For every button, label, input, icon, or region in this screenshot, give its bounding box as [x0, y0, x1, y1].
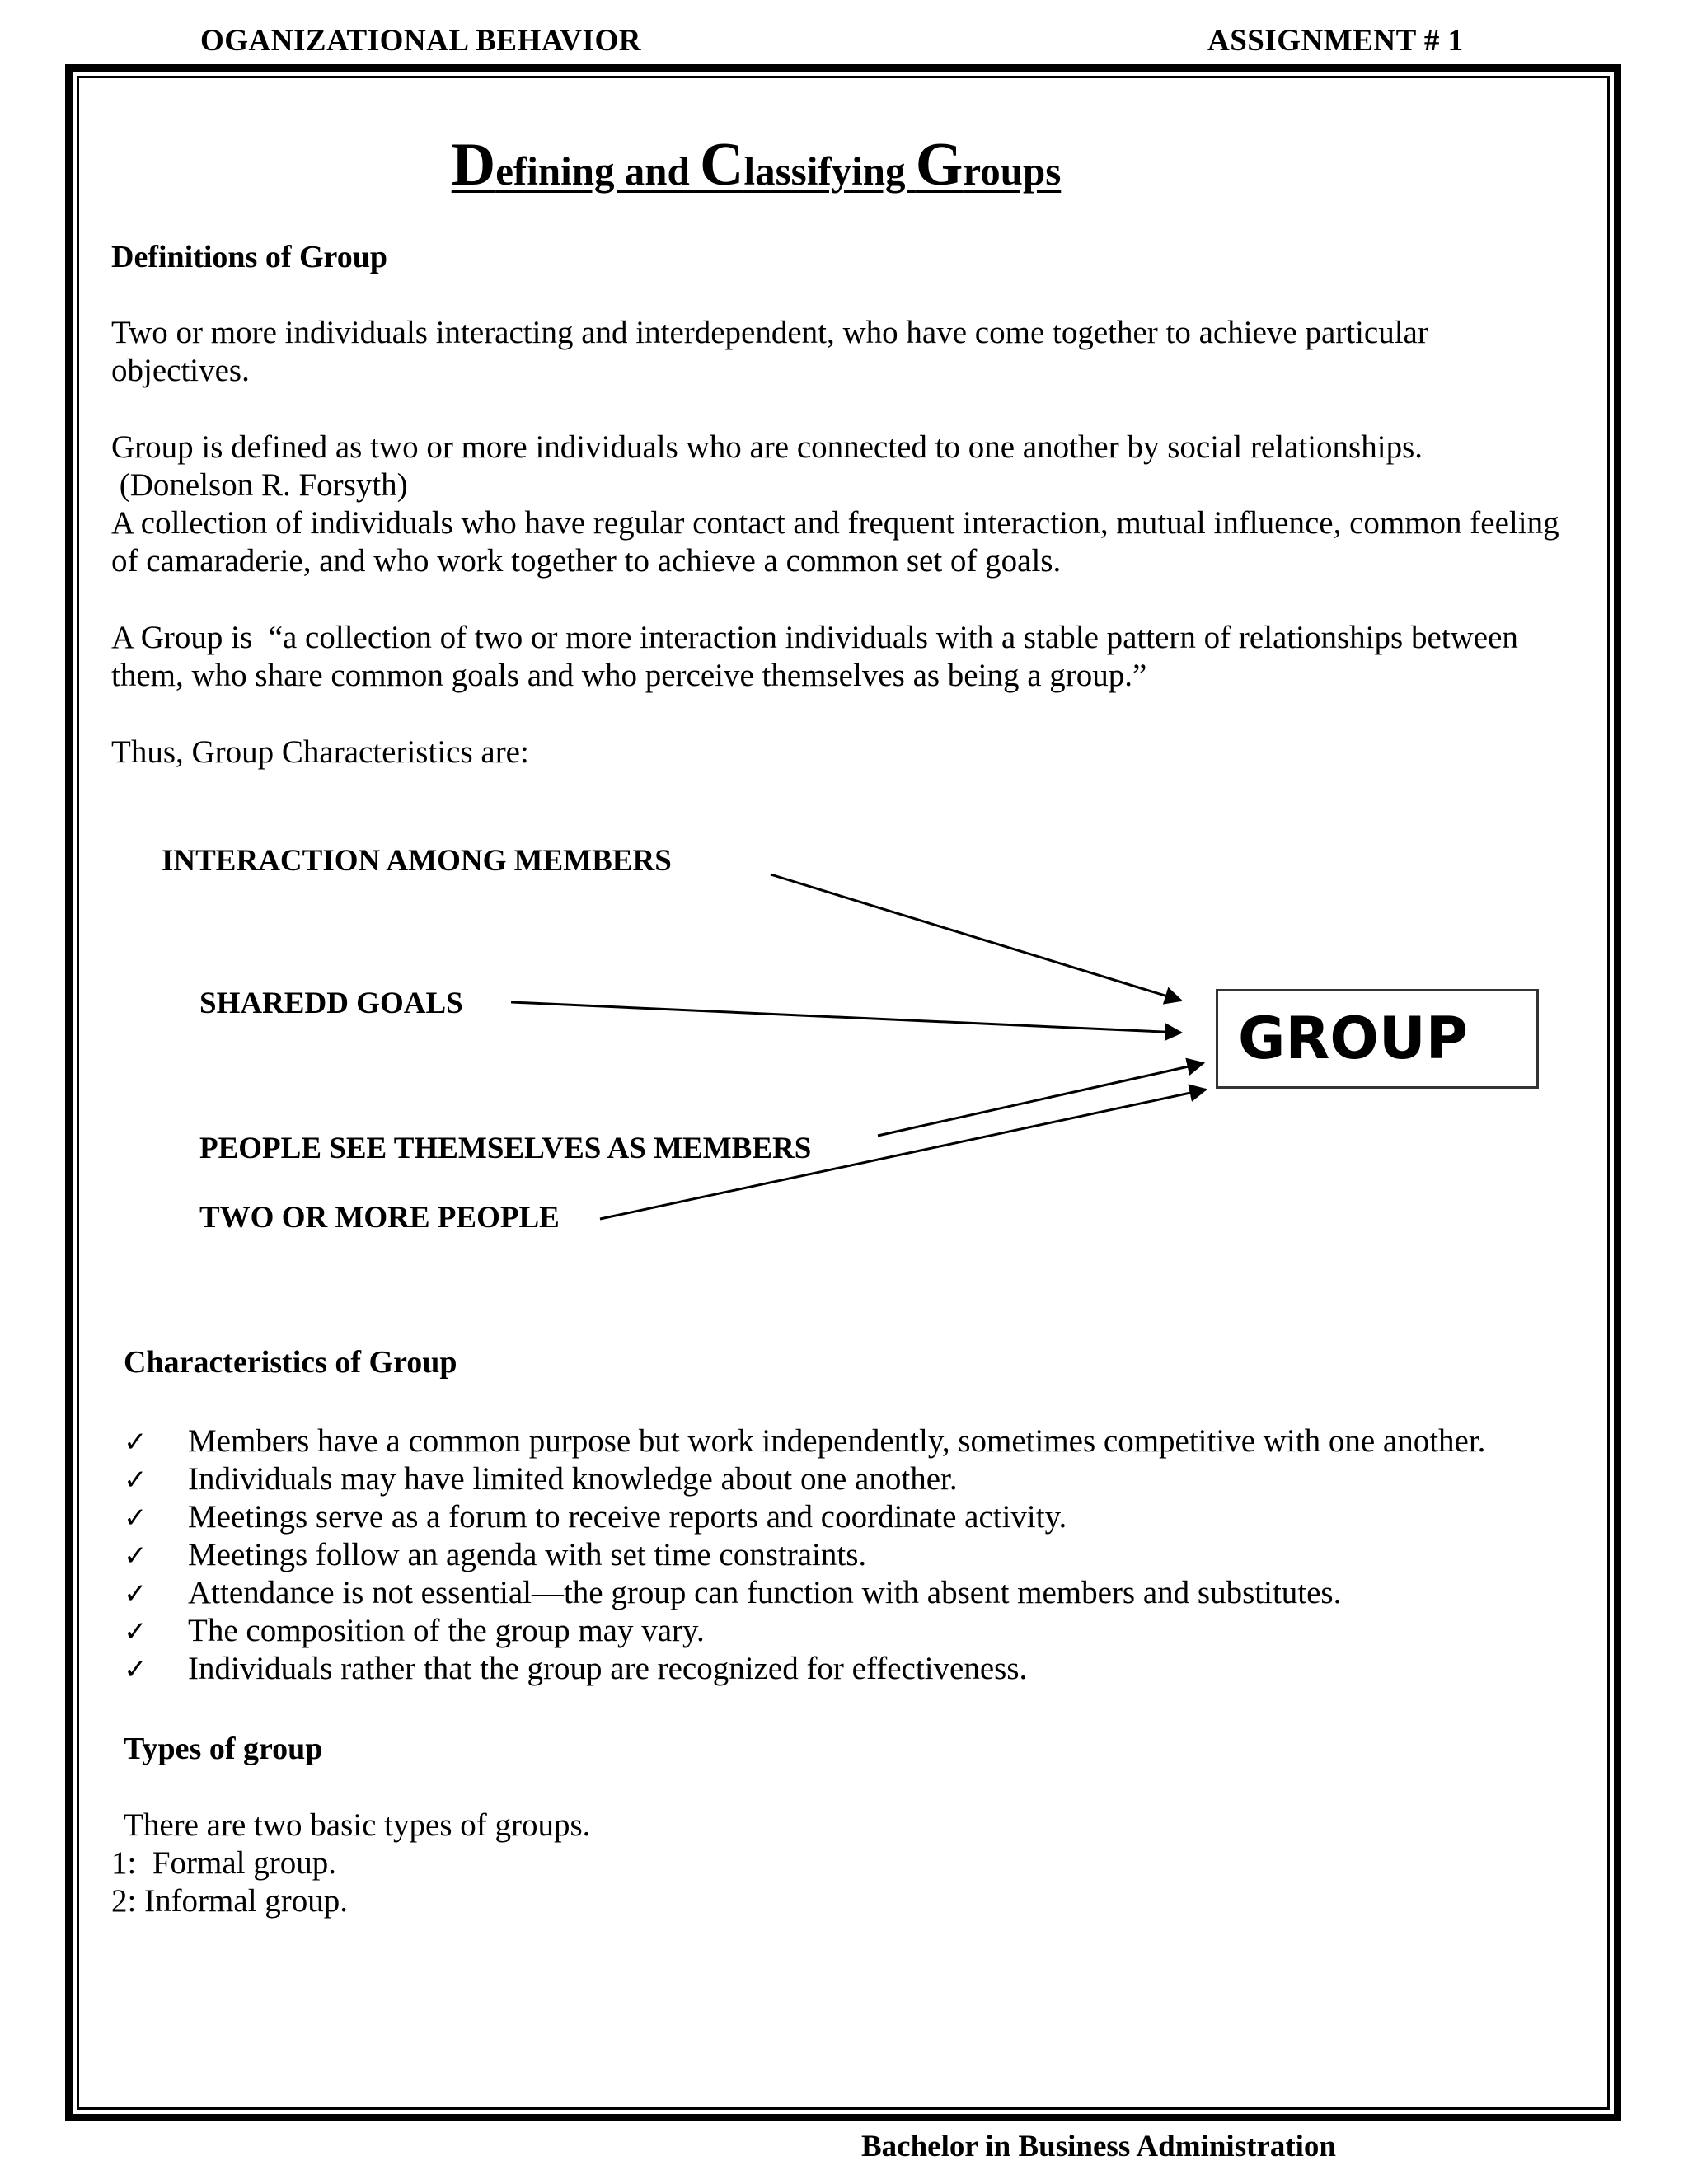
group-box-label: GROUP — [1238, 1005, 1469, 1072]
check-icon: ✓ — [124, 1577, 148, 1610]
characteristics-heading: Characteristics of Group — [124, 1345, 457, 1380]
check-icon: ✓ — [124, 1540, 148, 1572]
definition-1-line-1: Two or more individuals interacting and interdependent, who have come together to achieve particular — [111, 315, 1428, 350]
check-icon: ✓ — [124, 1464, 148, 1497]
group-box — [1216, 989, 1539, 1089]
list-item-text: The composition of the group may vary. — [188, 1613, 705, 1648]
arrow-interaction — [771, 874, 1181, 1001]
definitions-heading: Definitions of Group — [111, 240, 388, 274]
title-cap-c: C — [700, 131, 744, 199]
types-heading: Types of group — [124, 1732, 323, 1766]
diagram-label-see-themselves: PEOPLE SEE THEMSELVES AS MEMBERS — [199, 1132, 812, 1165]
definition-3-line-2: of camaraderie, and who work together to achieve a common set of goals. — [111, 543, 1062, 579]
title-cap-d: D — [451, 131, 496, 199]
list-item-text: Members have a common purpose but work independently, sometimes competitive with one another. — [188, 1423, 1486, 1459]
definition-1-line-2: objectives. — [111, 353, 250, 388]
list-item-text: Meetings follow an agenda with set time constraints. — [188, 1537, 867, 1572]
diagram-label-interaction: INTERACTION AMONG MEMBERS — [162, 844, 672, 878]
definition-2-citation: (Donelson R. Forsyth) — [111, 467, 408, 503]
list-item — [124, 1650, 1485, 1688]
definition-3-line-1: A collection of individuals who have regular contact and frequent interaction, mutual influence, common feeling — [111, 505, 1559, 541]
list-item — [124, 1536, 1485, 1574]
list-item — [124, 1612, 1485, 1650]
title-part-1: efining and — [495, 148, 700, 194]
footer-program: Bachelor in Business Administration — [861, 2130, 1337, 2163]
header-assignment-number: ASSIGNMENT # 1 — [1207, 24, 1464, 58]
list-item — [124, 1498, 1485, 1536]
list-item-text: Individuals may have limited knowledge about one another. — [188, 1461, 958, 1497]
arrow-two-or-more — [600, 1090, 1206, 1219]
list-item-text: Individuals rather that the group are recognized for effectiveness. — [188, 1651, 1028, 1686]
definition-4-line-1: A Group is “a collection of two or more interaction individuals with a stable pattern of relationships between — [111, 620, 1518, 655]
title-part-3: roups — [963, 148, 1062, 194]
diagram-label-shared-goals: SHAREDD GOALS — [199, 987, 463, 1020]
check-icon: ✓ — [124, 1426, 148, 1459]
arrow-shared-goals — [511, 1002, 1181, 1033]
check-icon: ✓ — [124, 1653, 148, 1686]
definition-4-line-2: them, who share common goals and who perceive themselves as being a group.” — [111, 658, 1147, 693]
types-intro: There are two basic types of groups. — [124, 1807, 591, 1843]
characteristics-list — [124, 1422, 1485, 1688]
header-course-title: OGANIZATIONAL BEHAVIOR — [200, 24, 641, 58]
diagram-label-two-or-more: TWO OR MORE PEOPLE — [199, 1201, 560, 1235]
list-item — [124, 1574, 1485, 1612]
title-cap-g: G — [915, 131, 964, 199]
types-item-informal: 2: Informal group. — [111, 1883, 349, 1919]
characteristics-intro: Thus, Group Characteristics are: — [111, 734, 529, 770]
title-part-2: lassifying — [743, 148, 916, 194]
list-item — [124, 1460, 1485, 1498]
check-icon: ✓ — [124, 1615, 148, 1648]
types-item-formal: 1: Formal group. — [111, 1845, 336, 1881]
definition-2-line-1: Group is defined as two or more individuals who are connected to one another by social relationships. — [111, 429, 1423, 465]
list-item — [124, 1422, 1485, 1460]
list-item-text: Meetings serve as a forum to receive reports and coordinate activity. — [188, 1499, 1067, 1535]
check-icon: ✓ — [124, 1502, 148, 1535]
list-item-text: Attendance is not essential—the group can function with absent members and substitutes. — [188, 1575, 1342, 1610]
